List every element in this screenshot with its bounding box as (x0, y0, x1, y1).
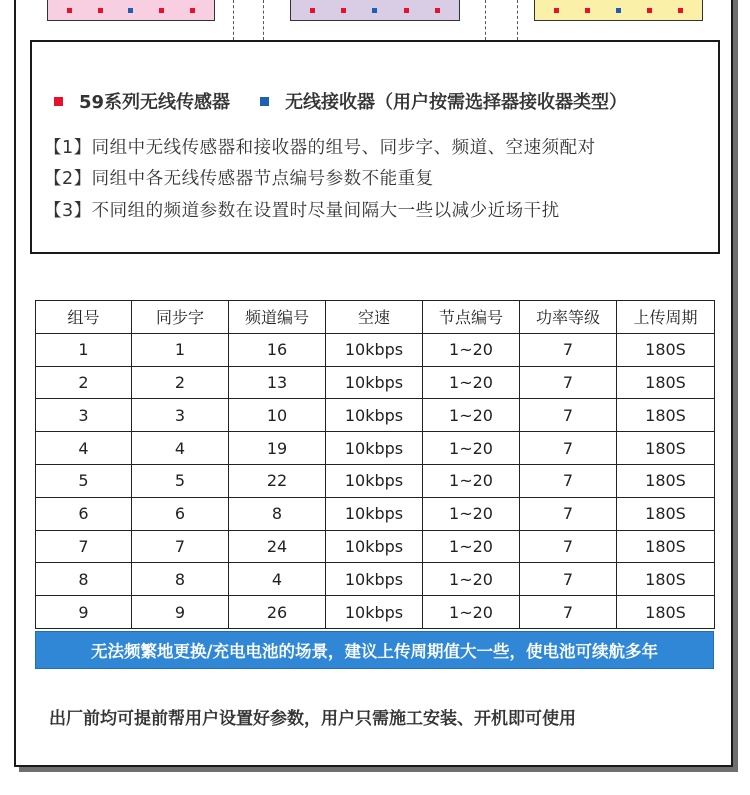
header-power-level: 功率等级 (520, 301, 617, 334)
sensor-marker-icon (404, 8, 409, 13)
sensor-marker-icon (678, 8, 683, 13)
table-cell: 5 (36, 464, 132, 497)
dashed-divider (233, 0, 234, 40)
footer-note: 出厂前均可提前帮用户设置好参数，用户只需施工安装、开机即可使用 (49, 709, 576, 729)
table-header-row (36, 301, 715, 334)
header-group-no: 组号 (36, 301, 132, 334)
table-cell: 10kbps (326, 333, 423, 366)
sensor-group-pink (47, 0, 215, 21)
table-cell: 1~20 (423, 366, 520, 399)
sensor-marker-icon (554, 8, 559, 13)
table-cell: 7 (520, 399, 617, 432)
sensor-group-yellow (534, 0, 703, 21)
table-cell: 7 (520, 333, 617, 366)
header-node-no: 节点编号 (423, 301, 520, 334)
sensor-legend-icon (54, 97, 63, 106)
sensor-marker-icon (341, 8, 346, 13)
table-cell: 22 (229, 464, 326, 497)
table-cell: 1~20 (423, 563, 520, 596)
table-cell: 4 (36, 432, 132, 465)
table-cell: 1~20 (423, 333, 520, 366)
table-cell: 7 (520, 530, 617, 563)
sensor-legend-label: 59系列无线传感器 (79, 92, 231, 113)
sensor-group-strip (30, 0, 720, 40)
table-cell: 1~20 (423, 399, 520, 432)
note-1: 【1】同组中无线传感器和接收器的组号、同步字、频道、空速须配对 (44, 138, 596, 158)
sensor-marker-icon (190, 8, 195, 13)
table-row (36, 333, 715, 366)
table-row (36, 530, 715, 563)
table-cell: 6 (36, 497, 132, 530)
table-cell: 10kbps (326, 432, 423, 465)
sensor-marker-icon (98, 8, 103, 13)
table-cell: 5 (132, 464, 229, 497)
sensor-marker-icon (310, 8, 315, 13)
table-cell: 10kbps (326, 596, 423, 629)
note-2: 【2】同组中各无线传感器节点编号参数不能重复 (44, 169, 434, 189)
table-cell: 7 (520, 563, 617, 596)
table-cell: 6 (132, 497, 229, 530)
table-cell: 3 (36, 399, 132, 432)
table-cell: 19 (229, 432, 326, 465)
table-cell: 16 (229, 333, 326, 366)
table-cell: 7 (520, 464, 617, 497)
table-cell: 180S (617, 366, 715, 399)
table-cell: 8 (229, 497, 326, 530)
header-sync-word: 同步字 (132, 301, 229, 334)
receiver-marker-icon (372, 8, 377, 13)
table-cell: 1~20 (423, 464, 520, 497)
info-box (30, 40, 720, 254)
table-cell: 7 (520, 596, 617, 629)
note-3: 【3】不同组的频道参数在设置时尽量间隔大一些以减少近场干扰 (44, 201, 560, 221)
header-air-rate: 空速 (326, 301, 423, 334)
table-cell: 13 (229, 366, 326, 399)
table-cell: 2 (132, 366, 229, 399)
table-cell: 1 (36, 333, 132, 366)
table-cell: 9 (132, 596, 229, 629)
sensor-marker-icon (67, 8, 72, 13)
table-cell: 2 (36, 366, 132, 399)
table-cell: 10kbps (326, 464, 423, 497)
table-cell: 1~20 (423, 596, 520, 629)
receiver-legend-icon (260, 97, 269, 106)
table-cell: 7 (520, 432, 617, 465)
table-cell: 10kbps (326, 399, 423, 432)
receiver-marker-icon (616, 8, 621, 13)
table-cell: 8 (132, 563, 229, 596)
legend (54, 88, 627, 114)
table-cell: 7 (520, 497, 617, 530)
table-row (36, 399, 715, 432)
table-cell: 7 (520, 366, 617, 399)
table-row (36, 464, 715, 497)
table-cell: 180S (617, 563, 715, 596)
header-upload-period: 上传周期 (617, 301, 715, 334)
table-cell: 10kbps (326, 497, 423, 530)
table-cell: 180S (617, 432, 715, 465)
table-cell: 180S (617, 399, 715, 432)
dashed-divider (263, 0, 264, 40)
table-cell: 1~20 (423, 497, 520, 530)
table-cell: 10kbps (326, 530, 423, 563)
table-row (36, 432, 715, 465)
dashed-divider (517, 0, 518, 40)
sensor-marker-icon (647, 8, 652, 13)
table-cell: 7 (132, 530, 229, 563)
table-cell: 24 (229, 530, 326, 563)
table-row (36, 366, 715, 399)
table-cell: 8 (36, 563, 132, 596)
table-cell: 1 (132, 333, 229, 366)
table-cell: 4 (132, 432, 229, 465)
header-channel-no: 频道编号 (229, 301, 326, 334)
receiver-marker-icon (128, 8, 133, 13)
battery-tip-banner: 无法频繁地更换/充电电池的场景，建议上传周期值大一些，使电池可续航多年 (35, 631, 714, 669)
table-cell: 7 (36, 530, 132, 563)
table-cell: 10kbps (326, 366, 423, 399)
table-row (36, 563, 715, 596)
table-cell: 180S (617, 333, 715, 366)
table-cell: 1~20 (423, 530, 520, 563)
sensor-marker-icon (585, 8, 590, 13)
table-cell: 4 (229, 563, 326, 596)
table-cell: 3 (132, 399, 229, 432)
table-row (36, 596, 715, 629)
table-cell: 180S (617, 596, 715, 629)
table-row (36, 497, 715, 530)
receiver-legend-label: 无线接收器（用户按需选择器接收器类型） (285, 92, 628, 113)
table-cell: 26 (229, 596, 326, 629)
table-cell: 1~20 (423, 432, 520, 465)
sensor-group-purple (290, 0, 460, 21)
table-cell: 180S (617, 497, 715, 530)
sensor-marker-icon (159, 8, 164, 13)
table-cell: 10 (229, 399, 326, 432)
sensor-marker-icon (435, 8, 440, 13)
parameter-table (35, 300, 715, 629)
table-cell: 10kbps (326, 563, 423, 596)
dashed-divider (485, 0, 486, 40)
table-cell: 180S (617, 464, 715, 497)
table-cell: 180S (617, 530, 715, 563)
table-cell: 9 (36, 596, 132, 629)
